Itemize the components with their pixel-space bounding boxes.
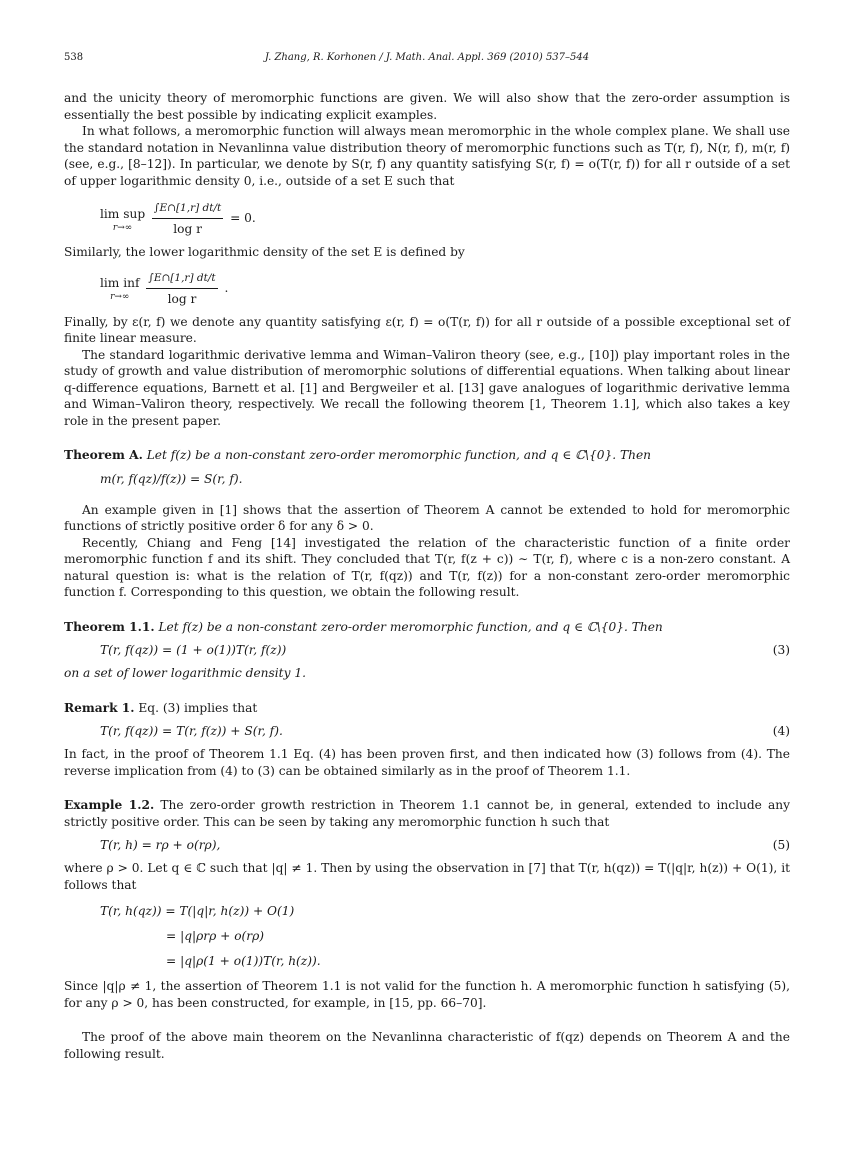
paragraph-final: The proof of the above main theorem on the Nevanlinna characteristic of f(qz) depends on Theorem A and the following result. (64, 1030, 790, 1061)
theorem-a: Theorem A. Let f(z) be a non-constant zero-order meromorphic function, and q ∈ ℂ\{0}. Then (64, 448, 652, 462)
paragraph-epsilon: Finally, by ε(r, f) we denote any quantity satisfying ε(r, f) = o(T(r, f)) for all r outside of a possible exceptional set of finite linear measure. (64, 314, 790, 345)
equation-number: (4) (772, 724, 790, 738)
paragraph-notation: In what follows, a meromorphic function will always mean meromorphic in the whole complex plane. We shall use the standard notation in Nevanlinna value distribution theory of meromorphic functions such as T(r, f), N(r, f), m(r, f) (see, e.g., [8–12]). In particular, we denote by S(r, f) any quantity satisfying S(r, f) = o(T(r, f)) for all r outside of a set of upper logarithmic density 0, i.e., outside of a set E such that (64, 124, 790, 188)
page-number: 538 (64, 52, 84, 63)
equation-lower-density: lim inf r→∞ $\frac{\int E\cap[1,r] dt/t}{\text{log r}}$ . (100, 269, 790, 308)
example-1-2: Example 1.2. The zero-order growth restriction in Theorem 1.1 cannot be, in general, extended to include any strictly positive order. This can be seen by taking any meromorphic function h such that (64, 798, 791, 829)
equation-upper-density: lim sup r→∞ $\frac{\int E\cap[1,r] dt/t}{\text{log r}}$ = 0. (100, 199, 790, 238)
paragraph-example-order: An example given in [1] shows that the assertion of Theorem A cannot be extended to hold for meromorphic functions of strictly positive order δ for any δ > 0. (64, 502, 790, 533)
paragraph-lower-density: Similarly, the lower logarithmic density of the set E is defined by (64, 245, 465, 259)
equation-3: T(r, f(qz)) = (1 + o(1))T(r, f(z)) (3) (100, 643, 790, 657)
page (64, 52, 790, 1062)
equation-theorem-a: m(r, f(qz)/f(z)) = S(r, f). (100, 471, 243, 486)
theorem-1-1-conclusion: on a set of lower logarithmic density 1. (64, 666, 306, 680)
paragraph-intro: and the unicity theory of meromorphic functions are given. We will also show that the zero-order assumption is essentially the best possible by indicating explicit examples. (64, 91, 790, 122)
page-header (64, 52, 790, 68)
liminf: lim inf r→∞ (100, 276, 140, 302)
example-1-2-text: where ρ > 0. Let q ∈ ℂ such that |q| ≠ 1. Then by using the observation in [7] that T(r, h(qz)) = T(|q|r, h(z)) + O(1), it follows that (64, 861, 790, 892)
fraction: $\frac{\int E\cap[1,r] dt/t}{\text{log r}}$ (152, 199, 223, 238)
theorem-1-1: Theorem 1.1. Let f(z) be a non-constant zero-order meromorphic function, and q ∈ ℂ\{0}. Then (64, 619, 663, 634)
equation-4: T(r, f(qz)) = T(r, f(z)) + S(r, f). (4) (100, 724, 790, 738)
align-row: T(r, h(qz)) = T(|q|r, h(z)) + O(1) (100, 904, 295, 918)
remark-1-text: In fact, in the proof of Theorem 1.1 Eq. (4) has been proven first, and then indicated how (3) follows from (4). The reverse implication from (4) to (3) can be obtained similarly as in the proof of Theorem 1.1. (64, 747, 790, 778)
equation-number: (5) (772, 838, 790, 852)
aligned-equations (100, 899, 790, 974)
align-row: = |q|ρrρ + o(rρ) (166, 929, 265, 943)
equation-number: (3) (772, 643, 790, 657)
running-title: J. Zhang, R. Korhonen / J. Math. Anal. Appl. 369 (2010) 537–544 (264, 52, 590, 63)
paragraph-wiman-valiron: The standard logarithmic derivative lemma and Wiman–Valiron theory (see, e.g., [10]) play important roles in the study of growth and value distribution of meromorphic solutions of differential equations. When talking about linear q-difference equations, Barnett et al. [1] and Bergweiler et al. [13] gave analogues of logarithmic derivative lemma and Wiman–Valiron theory, respectively. We recall the following theorem [1, Theorem 1.1], which also takes a key role in the present paper. (64, 347, 790, 428)
paragraph-chiang-feng: Recently, Chiang and Feng [14] investigated the relation of the characteristic function of a finite order meromorphic function f and its shift. They concluded that T(r, f(z + c)) ∼ T(r, f), where c is a non-zero constant. A natural question is: what is the relation of T(r, f(qz)) and T(r, f(z)) for a non-constant zero-order meromorphic function f. Corresponding to this question, we obtain the following result. (64, 535, 790, 599)
limsup: lim sup r→∞ (100, 206, 146, 233)
fraction: $\frac{\int E\cap[1,r] dt/t}{\text{log r}}$ (146, 269, 217, 308)
example-1-2-closing: Since |q|ρ ≠ 1, the assertion of Theorem 1.1 is not valid for the function h. A meromorphic function h satisfying (5), for any ρ > 0, has been constructed, for example, in [15, pp. 66–70]. (64, 979, 790, 1010)
align-row: = |q|ρ(1 + o(1))T(r, h(z)). (166, 954, 321, 968)
remark-1: Remark 1. Eq. (3) implies that (64, 700, 258, 715)
equation-5: T(r, h) = rρ + o(rρ), (5) (100, 838, 790, 852)
